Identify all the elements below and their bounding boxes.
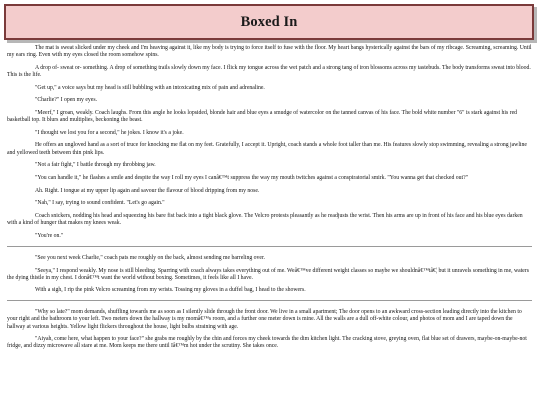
paragraph: "Aiyah, come here, what happen to your face?" she grabs me roughly by the chin and forces my cheek towards the dim kitchen light. The cracking stove, greying oven, flat blue set of drawers, maybe-on-maybe-not fridge, and dizzy microwave all stare at me. Mom keeps me there until Iâ€™m hot under the scrutiny. She takes once. [7, 336, 527, 350]
story-section-1 [7, 45, 532, 240]
paragraph: With a sigh, I rip the pink Velcro screaming from my wrists. Tossing my gloves in a duffel bag, I head to the showers. [35, 287, 306, 294]
paragraph: Ah. Right. I tongue at my upper lip again and savour the flavour of blood dripping from my nose. [35, 187, 260, 194]
paragraph: "I thought we lost you for a second," he jokes. I know it's a joke. [35, 129, 184, 136]
paragraph: "Nah," I say, trying to sound confident. "Let's go again." [35, 200, 165, 207]
paragraph: "Not a fair fight," I battle through my throbbing jaw. [35, 162, 156, 169]
paragraph: "Get up," a voice says but my head is still bubbling with an intoxicating mix of pain and adrenaline. [35, 84, 265, 91]
paragraph: Coach snickers, nodding his head and squeezing his bare fist back into a tight black glove. The Velcro protests pleasantly as he readjusts the wrist. Then his arms are up in front of his face and his blue eyes darken with a kind of hunger that makes my knees weak. [7, 212, 523, 227]
paragraph: A drop of- sweat or- something. A drop of something trails slowly down my face. I flick my tongue across the wet patch and a strong tang of iron blossoms across my tastebuds. The body transforms sweat into blood. This is the life. [7, 64, 531, 78]
paragraph: "You're on." [35, 232, 64, 239]
title-banner [4, 4, 534, 40]
story-section-3 [7, 309, 532, 350]
paragraph: The mat is sweat slicked under my cheek and I'm heaving against it, like my body is trying to force itself to fuse with the floor. My heart bangs hysterically against the bars of my ribcage. Screaming, screaming. Until my ears ring. Even with my eyes closed the room somehow spins. [7, 45, 532, 59]
story-section-2 [7, 255, 532, 295]
section-divider [7, 300, 532, 301]
paragraph: "Charlie?" I open my eyes. [35, 97, 98, 104]
paragraph: He offers an ungloved hand as a sort of truce for knocking me flat on my feet. Gratefully, I accept it. Upright, coach stands a whole foot taller than me. His features slowly stop swimming, revealing a strong jawline and yellowed teeth between thin pink lips. [7, 142, 527, 156]
section-divider [7, 246, 532, 247]
paragraph: "Meerf," I groan, weakly. Coach laughs. From this angle he looks lopsided, blonde hair and blue eyes a smudge of watercolor on the tanned canvas of his face. The bold white number "6" is stark against his red basketball top. It blurs and multiplies, beckoning the beast. [7, 109, 518, 124]
paragraph: "Seeya," I respond weakly. My nose is still bleeding. Sparring with coach always takes everything out of me. Weâ€™ve different weight classes so maybe we shouldnâ€™tâ€¦ but it unravels something in me, waters the dying thistle in my chest. I donâ€™t want the world without boxing. Sometimes, it feels like all I have. [7, 267, 530, 281]
story-body [7, 45, 532, 356]
paragraph: "You can handle it," he flashes a smile and despite the way I roll my eyes I canâ€™t suppress the way my mouth twitches against a conspiratorial smirk. "You wanna get that checked out?" [35, 174, 469, 181]
paragraph: "Why so late?" mom demands, shuffling towards me as soon as I silently slide through the front door. We live in a small apartment; The door opens to an awkward cross-section leading directly into the kitchen to your right and the bathroom to your left. Two meters down the hallway is my momâ€™s room, and a further one meter down is mine. All the walls are a dull off-white colour, and photos of mom and I are taped down the hallway at various heights. Yellow light flickers throughout the house, light bulbs straining with age. [7, 309, 522, 330]
paragraph: "See you next week Charlie," coach pats me roughly on the back, almost sending me barreling over. [35, 254, 265, 261]
page-title: Boxed In [240, 13, 298, 30]
